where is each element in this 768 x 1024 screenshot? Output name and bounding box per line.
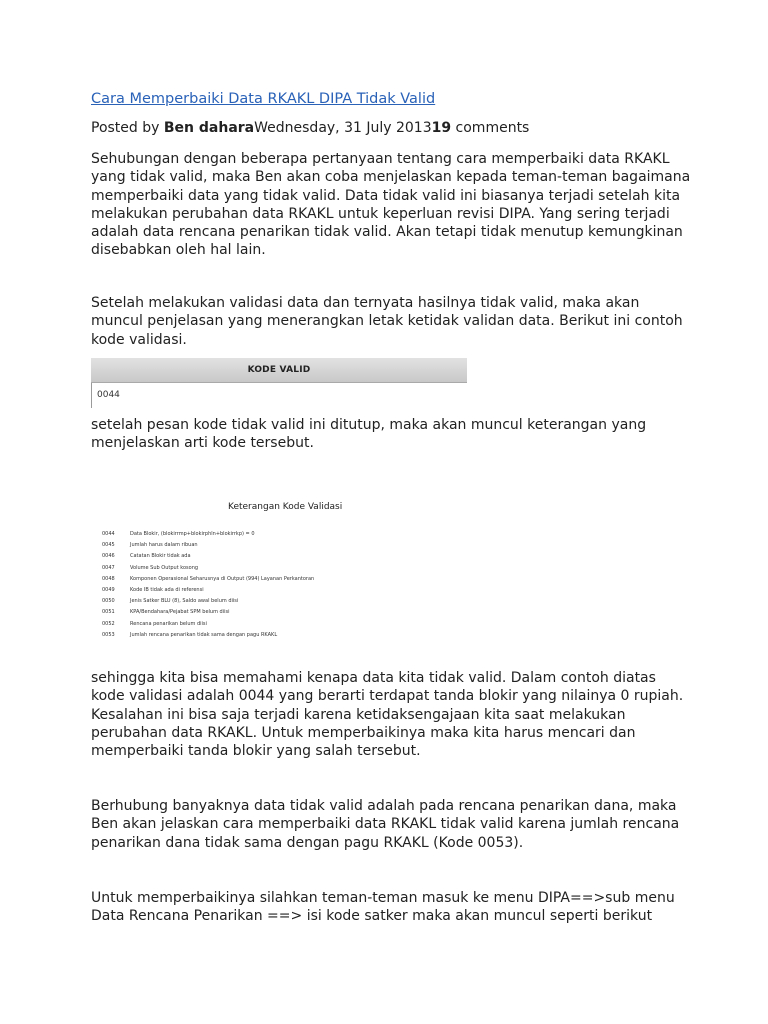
keterangan-row bbox=[102, 574, 314, 585]
keterangan-row bbox=[102, 607, 314, 618]
keterangan-text: KPA/Bendahara/Pejabat SPM belum diisi bbox=[130, 609, 230, 616]
keterangan-text: Komponen Operasional Seharusnya di Output (994) Layanan Perkantoran bbox=[130, 575, 315, 582]
post-date: Wednesday, 31 July 2013 bbox=[254, 120, 432, 136]
keterangan-code: 0045 bbox=[102, 542, 115, 549]
keterangan-text: Jumlah harus dalam ribuan bbox=[130, 542, 198, 549]
keterangan-row bbox=[102, 596, 314, 607]
keterangan-row bbox=[102, 529, 314, 540]
comments-label[interactable]: comments bbox=[451, 120, 530, 136]
paragraph-rencana-penarikan: Berhubung banyaknya data tidak valid adalah pada rencana penarikan dana, maka Ben akan jelaskan cara memperbaiki data RKAKL tidak valid karena jumlah rencana penarikan dana tidak sama dengan pagu RKAKL (Kode 0053). bbox=[91, 798, 680, 851]
post-title-link[interactable]: Cara Memperbaiki Data RKAKL DIPA Tidak Valid bbox=[91, 91, 436, 107]
keterangan-row bbox=[102, 540, 314, 551]
keterangan-code: 0052 bbox=[102, 620, 115, 627]
keterangan-text: Jumlah rencana penarikan tidak sama dengan pagu RKAKL bbox=[130, 631, 278, 638]
keterangan-figure bbox=[96, 500, 416, 650]
keterangan-row bbox=[102, 619, 314, 630]
keterangan-row bbox=[102, 563, 314, 574]
kode-valid-value: 0044 bbox=[97, 390, 120, 400]
author-name[interactable]: Ben dahara bbox=[163, 120, 255, 136]
paragraph-instructions: Untuk memperbaikinya silahkan teman-teman masuk ke menu DIPA==>sub menu Data Rencana Penarikan ==> isi kode satker maka akan muncul seperti berikut bbox=[91, 890, 675, 925]
paragraph-intro: Sehubungan dengan beberapa pertanyaan tentang cara memperbaiki data RKAKL yang tidak valid, maka Ben akan coba menjelaskan kepada teman-teman bagaimana memperbaiki data yang tidak valid. Data tidak valid ini biasanya terjadi setelah kita melakukan perubahan data RKAKL untuk keperluan revisi DIPA. Yang sering terjadi adalah data rencana penarikan tidak valid. Akan tetapi tidak menutup kemungkinan disebabkan oleh hal lain. bbox=[91, 151, 691, 259]
keterangan-code: 0046 bbox=[102, 553, 115, 560]
keterangan-text: Kode IB tidak ada di referensi bbox=[130, 586, 204, 593]
keterangan-code: 0050 bbox=[102, 598, 115, 605]
keterangan-text: Volume Sub Output kosong bbox=[130, 564, 199, 571]
keterangan-code: 0044 bbox=[102, 531, 115, 537]
keterangan-code: 0051 bbox=[102, 609, 115, 616]
keterangan-code: 0049 bbox=[102, 586, 115, 593]
paragraph-explanation: sehingga kita bisa memahami kenapa data kita tidak valid. Dalam contoh diatas kode validasi adalah 0044 yang berarti terdapat tanda blokir yang nilainya 0 rupiah. Kesalahan ini bisa saja terjadi karena ketidaksengajaan kita saat melakukan perubahan data RKAKL. Untuk memperbaikinya maka kita harus mencari dan memperbaiki tanda blokir yang salah tersebut. bbox=[91, 670, 684, 760]
posted-by-label: Posted by bbox=[91, 120, 164, 136]
keterangan-row bbox=[102, 585, 314, 596]
post-meta bbox=[91, 120, 529, 136]
keterangan-row bbox=[102, 551, 314, 562]
keterangan-text: Jenis Satker BLU (8), Saldo awal belum diisi bbox=[130, 598, 239, 605]
keterangan-code: 0048 bbox=[102, 575, 115, 582]
keterangan-list bbox=[102, 529, 314, 641]
paragraph-after-message: setelah pesan kode tidak valid ini ditutup, maka akan muncul keterangan yang menjelaskan arti kode tersebut. bbox=[91, 417, 647, 452]
keterangan-code: 0047 bbox=[102, 564, 115, 571]
keterangan-text: Data Blokir, (blokirrmp+blokirphln+blokirrkp) = 0 bbox=[130, 531, 255, 537]
keterangan-title: Keterangan Kode Validasi bbox=[228, 502, 343, 512]
keterangan-text: Catatan Blokir tidak ada bbox=[130, 553, 191, 560]
keterangan-row bbox=[102, 630, 314, 641]
kode-valid-header: KODE VALID bbox=[91, 358, 467, 383]
keterangan-text: Rencana penarikan belum diisi bbox=[130, 620, 207, 627]
comments-count[interactable]: 19 bbox=[431, 120, 452, 136]
paragraph-validation: Setelah melakukan validasi data dan ternyata hasilnya tidak valid, maka akan muncul penjelasan yang menerangkan letak ketidak validan data. Berikut ini contoh kode validasi. bbox=[91, 295, 683, 348]
keterangan-code: 0053 bbox=[102, 631, 115, 638]
kode-valid-figure bbox=[91, 358, 467, 408]
